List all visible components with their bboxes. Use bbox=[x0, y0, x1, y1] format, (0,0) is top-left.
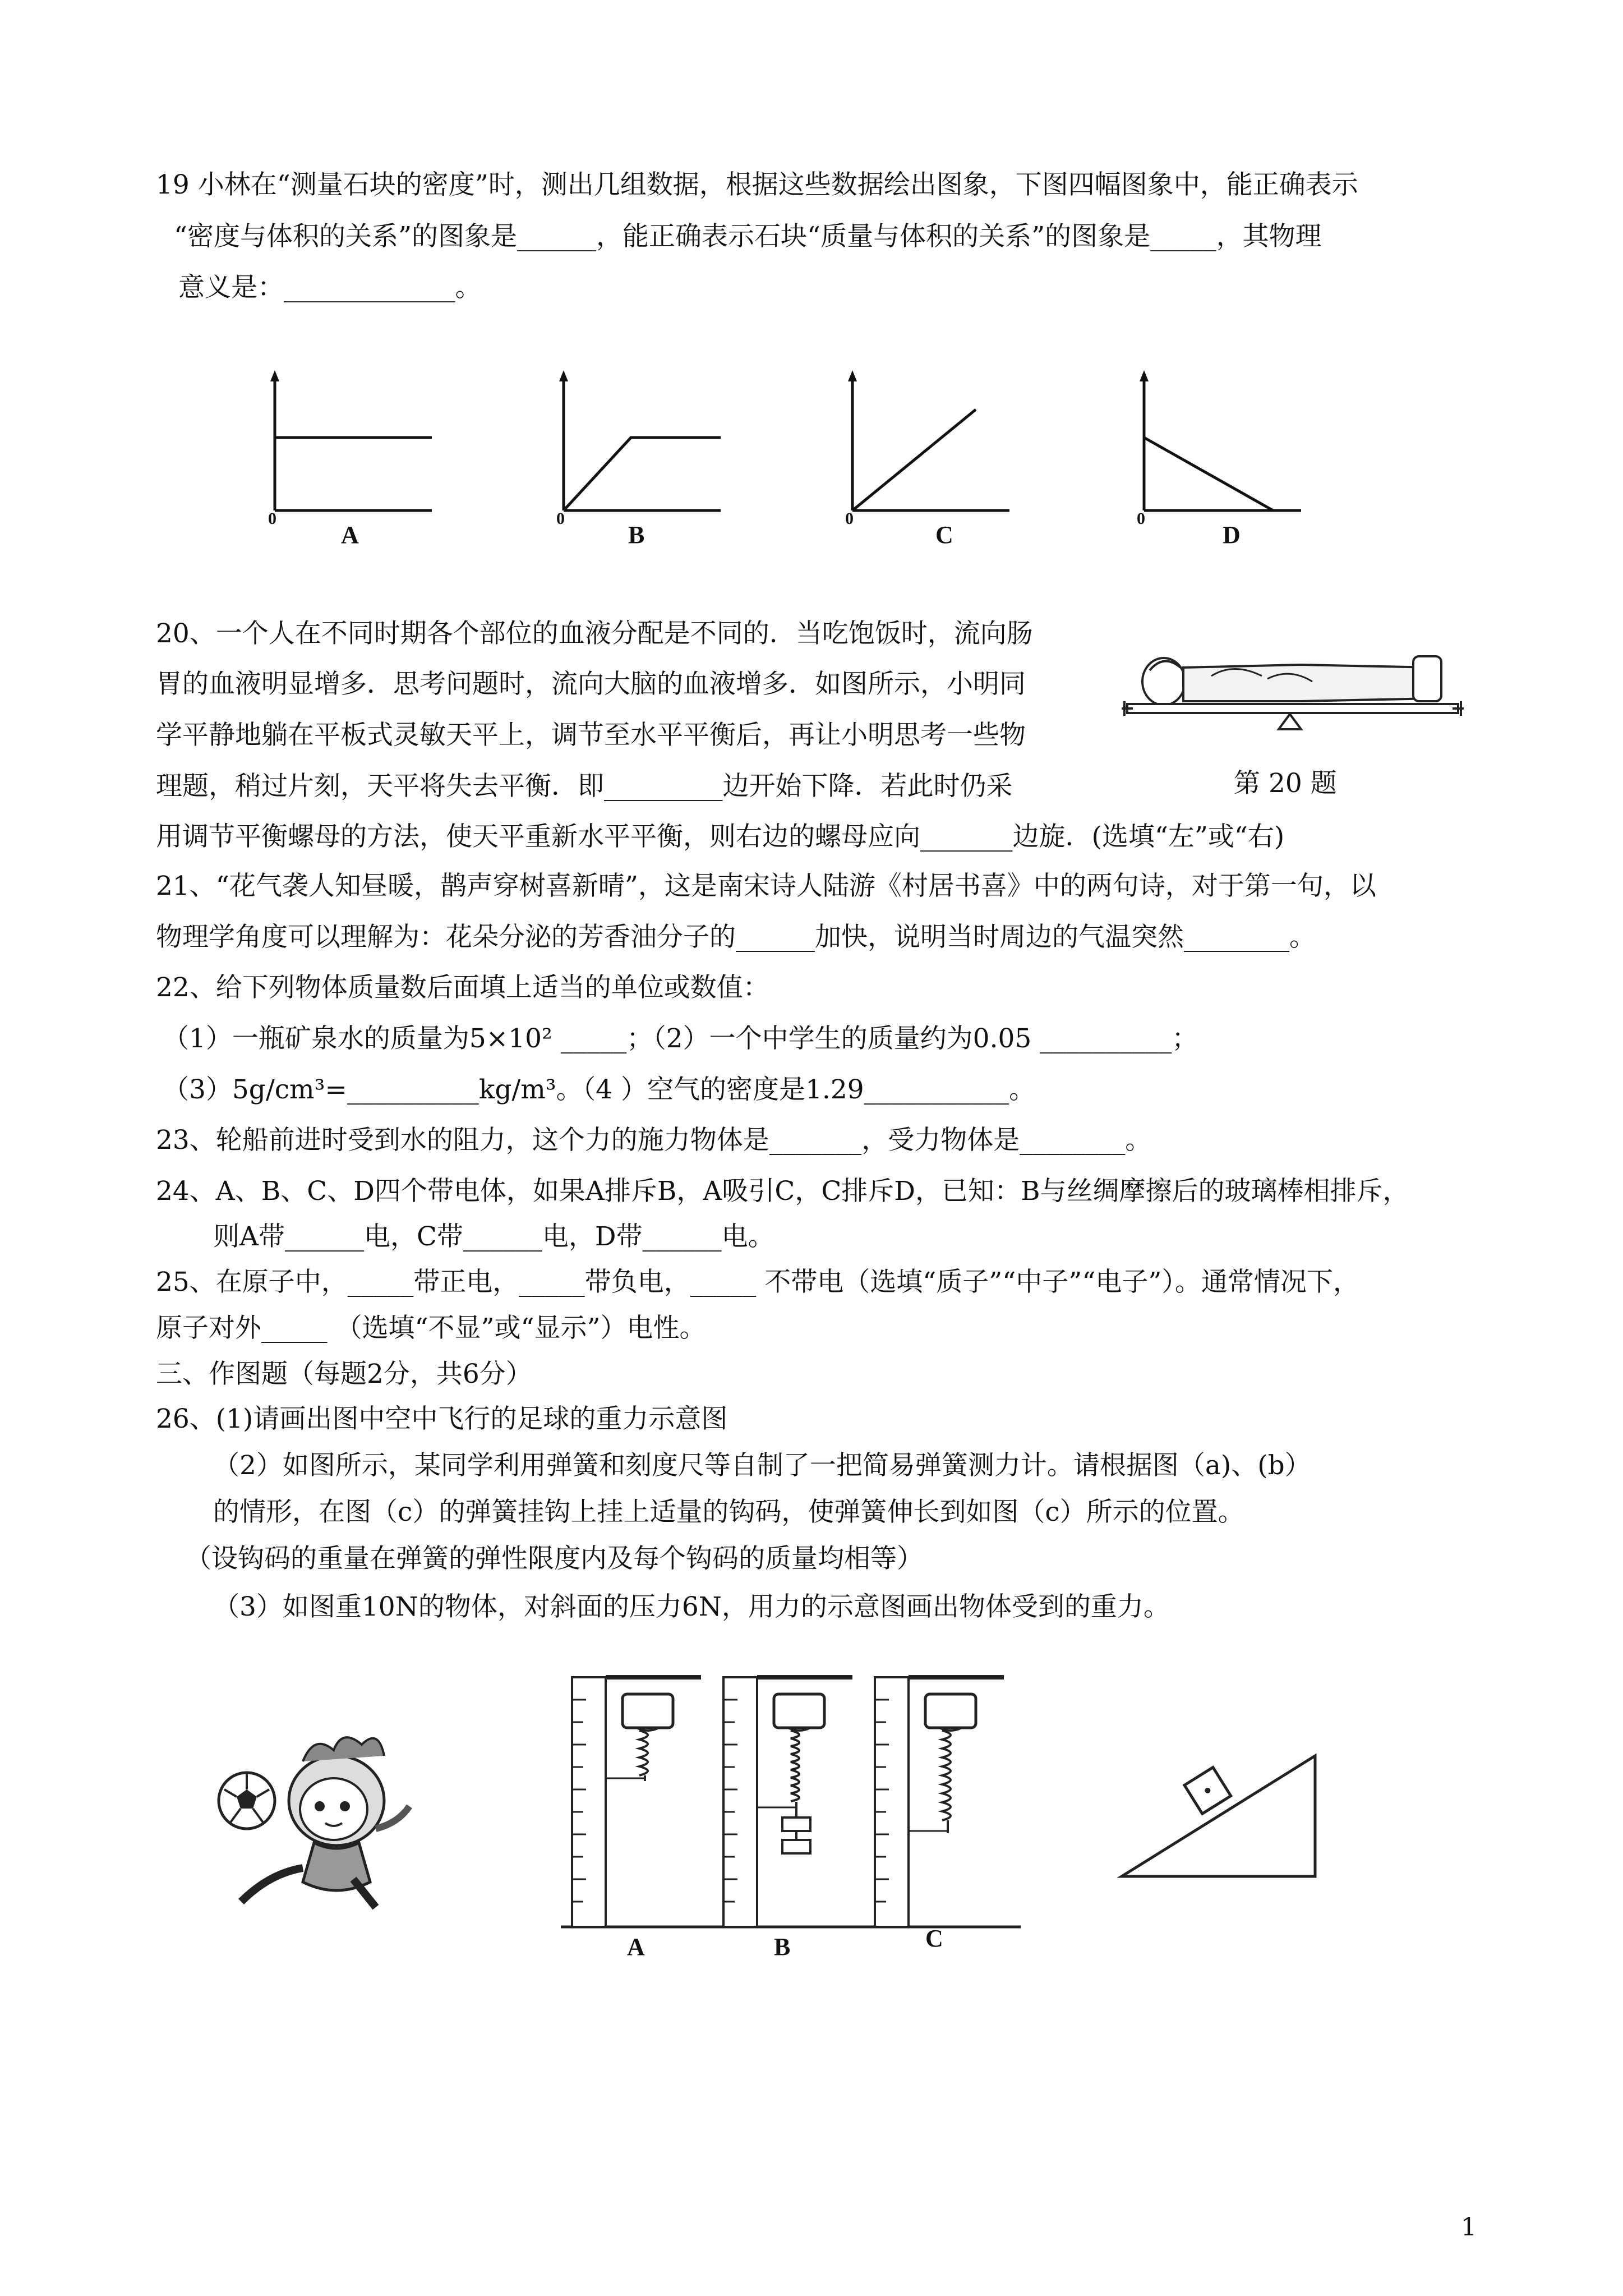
q22-line-1: 22、给下列物体质量数后面填上适当的单位或数值： bbox=[156, 972, 769, 1003]
q19-line-3: 意义是：_____________。 bbox=[178, 272, 482, 303]
q26-line-3: 的情形，在图（c）的弹簧挂钩上挂上适量的钩码，使弹簧伸长到如图（c）所示的位置。 bbox=[213, 1497, 1244, 1527]
balance-figure bbox=[1122, 645, 1464, 746]
q25-line-1: 25、在原子中，_____带正电，_____带负电，_____ 不带电（选填“质子”“中子”“电子”）。通常情况下， bbox=[156, 1267, 1359, 1297]
q19-line-2: “密度与体积的关系”的图象是______，能正确表示石块“质量与体积的关系”的图象是_____，其物理 bbox=[174, 221, 1322, 252]
q21-line-1: 21、“花气袭人知昼暖，鹊声穿树喜新晴”，这是南宋诗人陆游《村居书喜》中的两句诗，对于第一句，以 bbox=[156, 871, 1376, 901]
graph-d bbox=[1133, 370, 1318, 539]
graph-d-origin: 0 bbox=[1137, 509, 1145, 528]
spring-label-b: B bbox=[774, 1933, 791, 1961]
graph-d-label: D bbox=[1223, 521, 1241, 549]
graph-b bbox=[552, 370, 737, 539]
q26-line-5: （3）如图重10N的物体，对斜面的压力6N，用力的示意图画出物体受到的重力。 bbox=[213, 1591, 1170, 1622]
q26-line-2: （2）如图所示，某同学利用弹簧和刻度尺等自制了一把简易弹簧测力计。请根据图（a)、(b） bbox=[213, 1450, 1311, 1481]
q20-line-4: 理题，稍过片刻，天平将失去平衡．即_________边开始下降．若此时仍采 bbox=[156, 771, 1013, 802]
q26-line-1: 26、(1)请画出图中空中飞行的足球的重力示意图 bbox=[156, 1404, 728, 1434]
spring-scale-b bbox=[723, 1677, 852, 1927]
q22-line-3: （3）5g/cm³=__________kg/m³。（4 ）空气的密度是1.29___________。 bbox=[163, 1074, 1036, 1105]
spring-scale-a bbox=[572, 1677, 701, 1927]
graph-c-label: C bbox=[935, 521, 953, 549]
q24-line-1: 24、A、B、C、D四个带电体，如果A排斥B，A吸引C，C排斥D，已知：B与丝绸摩擦后的玻璃棒相排斥， bbox=[156, 1176, 1409, 1207]
graph-b-origin: 0 bbox=[556, 509, 565, 528]
q19-line-1: 19 小林在“测量石块的密度”时，测出几组数据，根据这些数据绘出图象，下图四幅图象中，能正确表示 bbox=[156, 169, 1358, 200]
inclined-plane-figure bbox=[1116, 1745, 1335, 1890]
football-mascot-figure bbox=[185, 1733, 426, 1913]
graph-a-origin: 0 bbox=[268, 509, 276, 528]
q24-line-2: 则A带______电，C带______电，D带______电。 bbox=[213, 1221, 774, 1252]
section-3-heading: 三、作图题（每题2分，共6分） bbox=[156, 1359, 532, 1389]
q26-line-4: （设钩码的重量在弹簧的弹性限度内及每个钩码的质量均相等） bbox=[185, 1543, 923, 1574]
q21-line-2: 物理学角度可以理解为：花朵分泌的芳香油分子的______加快，说明当时周边的气温突然________。 bbox=[156, 922, 1316, 953]
graph-a-label: A bbox=[341, 521, 359, 549]
q20-line-2: 胃的血液明显增多．思考问题时，流向大脑的血液增多．如图所示，小明同 bbox=[156, 669, 1026, 700]
q23-line-1: 23、轮船前进时受到水的阻力，这个力的施力物体是_______，受力物体是________。 bbox=[156, 1125, 1152, 1156]
q20-line-3: 学平静地躺在平板式灵敏天平上，调节至水平平衡后，再让小明思考一些物 bbox=[156, 720, 1026, 751]
q22-line-2: （1）一瓶矿泉水的质量为5×10² _____；（2）一个中学生的质量约为0.05 __________； bbox=[163, 1023, 1198, 1054]
graph-b-label: B bbox=[628, 521, 645, 549]
page-number: 1 bbox=[1461, 2213, 1477, 2242]
q20-line-5: 用调节平衡螺母的方法，使天平重新水平平衡，则右边的螺母应向_______边旋．(选填“左”或“右) bbox=[156, 821, 1285, 852]
q25-line-2: 原子对外_____ （选填“不显”或“显示”）电性。 bbox=[156, 1313, 706, 1343]
spring-label-a: A bbox=[627, 1933, 645, 1961]
spring-label-c: C bbox=[925, 1925, 943, 1952]
graph-c bbox=[841, 370, 1026, 539]
q20-line-1: 20、一个人在不同时期各个部位的血液分配是不同的．当吃饱饭时，流向肠 bbox=[156, 618, 1033, 649]
q20-figure-caption: 第 20 题 bbox=[1234, 768, 1337, 799]
graph-a bbox=[264, 370, 449, 539]
graph-c-origin: 0 bbox=[845, 509, 854, 528]
spring-scale-c bbox=[875, 1677, 1004, 1927]
spring-scale-figures bbox=[561, 1660, 1021, 1963]
